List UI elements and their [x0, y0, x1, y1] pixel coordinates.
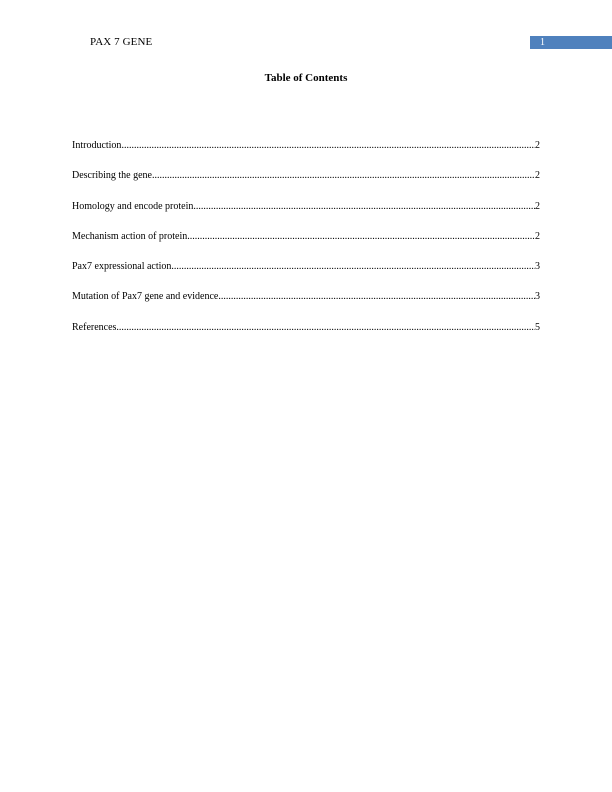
toc-entry-title: Mutation of Pax7 gene and evidence — [72, 291, 219, 303]
toc-entry-title: Pax7 expressional action — [72, 261, 172, 273]
toc-entry-page: 3 — [535, 291, 540, 303]
toc-entry-title: Mechanism action of protein — [72, 230, 188, 242]
toc-entry-title: Describing the gene — [72, 170, 152, 182]
toc-entry-title: References — [72, 321, 117, 333]
toc-entry-page: 3 — [535, 261, 540, 273]
toc-entry-describing-the-gene[interactable] — [72, 170, 540, 200]
toc-dot-leader — [193, 201, 535, 213]
toc-entry-page: 2 — [535, 200, 540, 212]
toc-entry-page: 2 — [535, 170, 540, 182]
toc-entry-references[interactable] — [72, 322, 540, 352]
toc-dot-leader — [152, 170, 535, 182]
toc-entry-page: 2 — [535, 140, 540, 151]
toc-entry-title: Homology and encode protein — [72, 200, 194, 212]
toc-entry-mutation[interactable] — [72, 291, 540, 321]
toc-entry-homology[interactable] — [72, 201, 540, 231]
toc-dot-leader — [121, 140, 535, 152]
toc-list — [72, 140, 540, 352]
toc-entry-mechanism[interactable] — [72, 231, 540, 261]
toc-entry-page: 2 — [535, 230, 540, 242]
toc-entry-page: 5 — [535, 321, 540, 333]
toc-dot-leader — [187, 231, 535, 243]
toc-heading: Table of Contents — [264, 72, 348, 84]
page-number: 1 — [540, 37, 545, 48]
toc-entry-introduction[interactable] — [72, 140, 540, 170]
toc-entry-title: Introduction — [72, 140, 122, 151]
page-number-bar — [530, 36, 612, 49]
running-head: PAX 7 GENE — [90, 36, 153, 48]
toc-dot-leader — [218, 291, 535, 303]
toc-entry-expression[interactable] — [72, 261, 540, 291]
toc-dot-leader — [116, 322, 535, 334]
toc-dot-leader — [171, 261, 535, 273]
